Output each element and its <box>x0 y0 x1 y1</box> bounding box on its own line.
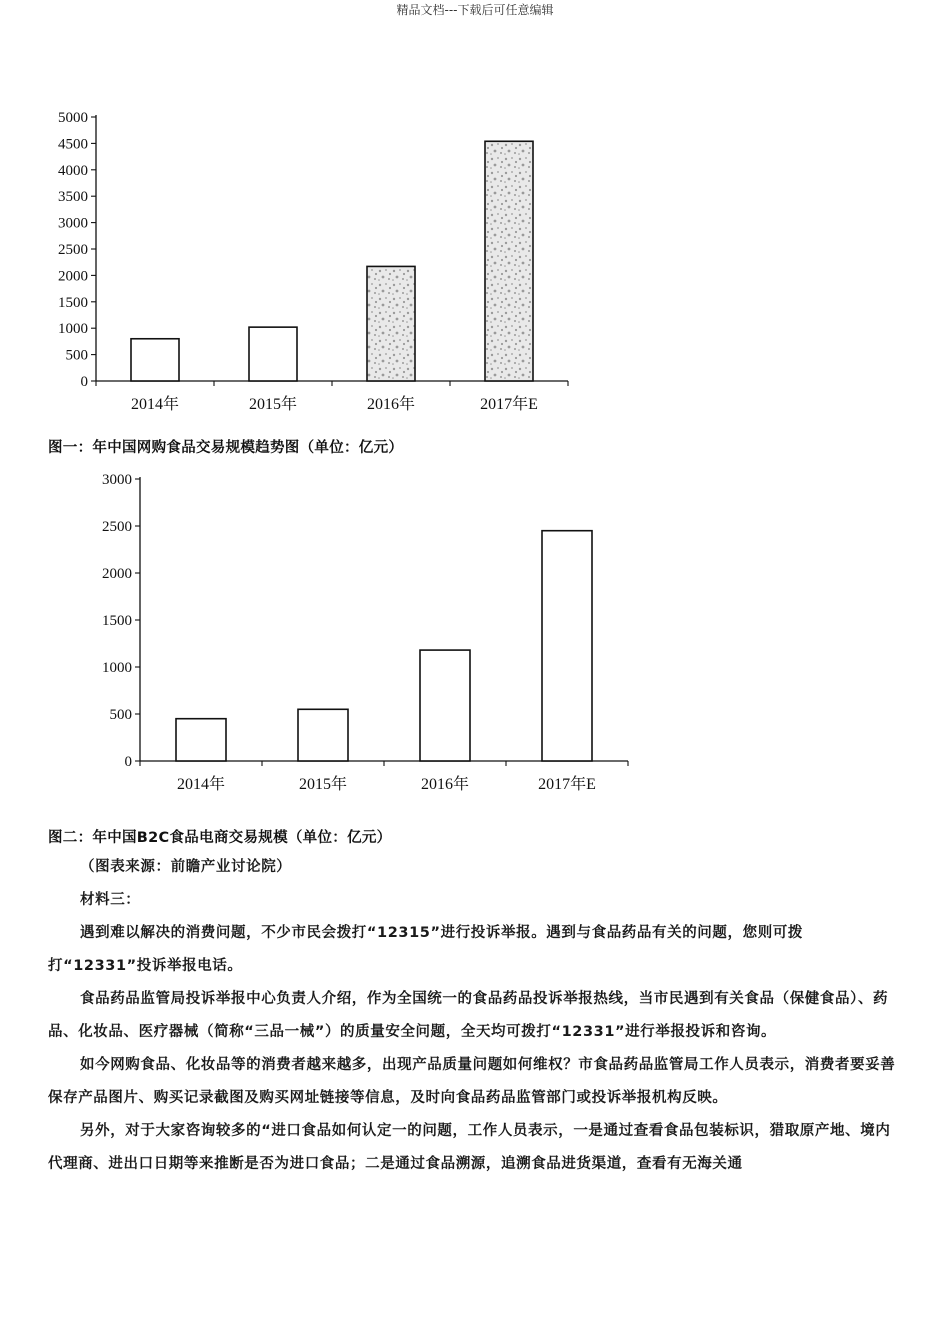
body-text <box>48 851 904 1181</box>
y-tick-label: 3000 <box>58 215 88 232</box>
y-tick-label: 0 <box>124 754 132 770</box>
x-category-label: 2017年E <box>538 776 596 793</box>
chart-source: （图表来源：前瞻产业讨论院） <box>80 859 292 875</box>
y-tick-label: 500 <box>109 707 132 723</box>
bar-4 <box>542 531 592 761</box>
bar-4 <box>485 141 533 381</box>
page-header: 精品文档---下载后可任意编辑 <box>396 3 554 17</box>
y-tick-label: 4000 <box>58 162 88 179</box>
chart1-caption: 图一：年中国网购食品交易规模趋势图（单位：亿元） <box>48 440 404 456</box>
y-tick-label: 500 <box>65 347 88 364</box>
y-tick-label: 3000 <box>102 472 132 488</box>
y-tick-label: 1500 <box>58 294 88 311</box>
y-tick-label: 1000 <box>102 660 132 676</box>
x-category-label: 2016年 <box>366 396 416 413</box>
x-category-label: 2015年 <box>248 396 298 413</box>
y-tick-label: 0 <box>80 374 88 390</box>
x-category-label: 2015年 <box>298 776 348 793</box>
paragraph-3: 如今网购食品、化妆品等的消费者越来越多，出现产品质量问题如何维权？市食品药品监管局工作人员表示，消费者要妥善保存产品图片、购买记录截图及购买网址链接等信息，及时向食品药品监管部门或投诉举报机构反映。 <box>48 1057 896 1106</box>
chart-online-food-trade <box>0 100 950 430</box>
x-category-label: 2017年E <box>480 396 538 413</box>
y-tick-label: 3500 <box>58 189 88 206</box>
y-tick-label: 1500 <box>102 613 132 629</box>
bar-2 <box>249 327 297 381</box>
material-title: 材料三： <box>80 892 141 908</box>
x-category-label: 2016年 <box>420 776 470 793</box>
paragraph-4: 另外，对于大家咨询较多的“进口食品如何认定一的问题，工作人员表示，一是通过查看食品包装标识，猎取原产地、境内代理商、进出口日期等来推断是否为进口食品；二是通过食品溯源，追溯食品进货渠道，查看有无海关通 <box>48 1123 891 1172</box>
chart2-caption: 图二：年中国B2C食品电商交易规模（单位：亿元） <box>48 830 392 846</box>
bar-1 <box>131 339 179 381</box>
y-tick-label: 2500 <box>102 519 132 535</box>
paragraph-1: 遇到难以解决的消费问题，不少市民会拨打“12315”进行投诉举报。遇到与食品药品有关的问题，您则可拨打“12331”投诉举报电话。 <box>48 925 804 974</box>
y-tick-label: 2000 <box>58 268 88 285</box>
bar-1 <box>176 719 226 761</box>
chart-b2c-food-ecommerce <box>0 465 950 815</box>
y-tick-label: 2500 <box>58 242 88 258</box>
bar-2 <box>298 709 348 761</box>
y-tick-label: 4500 <box>58 136 88 153</box>
y-tick-label: 1000 <box>58 321 88 338</box>
y-tick-label: 2000 <box>102 566 132 582</box>
x-category-label: 2014年 <box>130 396 180 413</box>
paragraph-2: 食品药品监管局投诉举报中心负责人介绍，作为全国统一的食品药品投诉举报热线，当市民遇到有关食品（保健食品）、药品、化妆品、医疗器械（简称“三品一械”）的质量安全问题，全天均可拨打“12331”进行举报投诉和咨询。 <box>48 991 889 1040</box>
bar-3 <box>367 266 415 381</box>
bar-3 <box>420 650 470 761</box>
x-category-label: 2014年 <box>176 776 226 793</box>
y-tick-label: 5000 <box>58 110 88 126</box>
